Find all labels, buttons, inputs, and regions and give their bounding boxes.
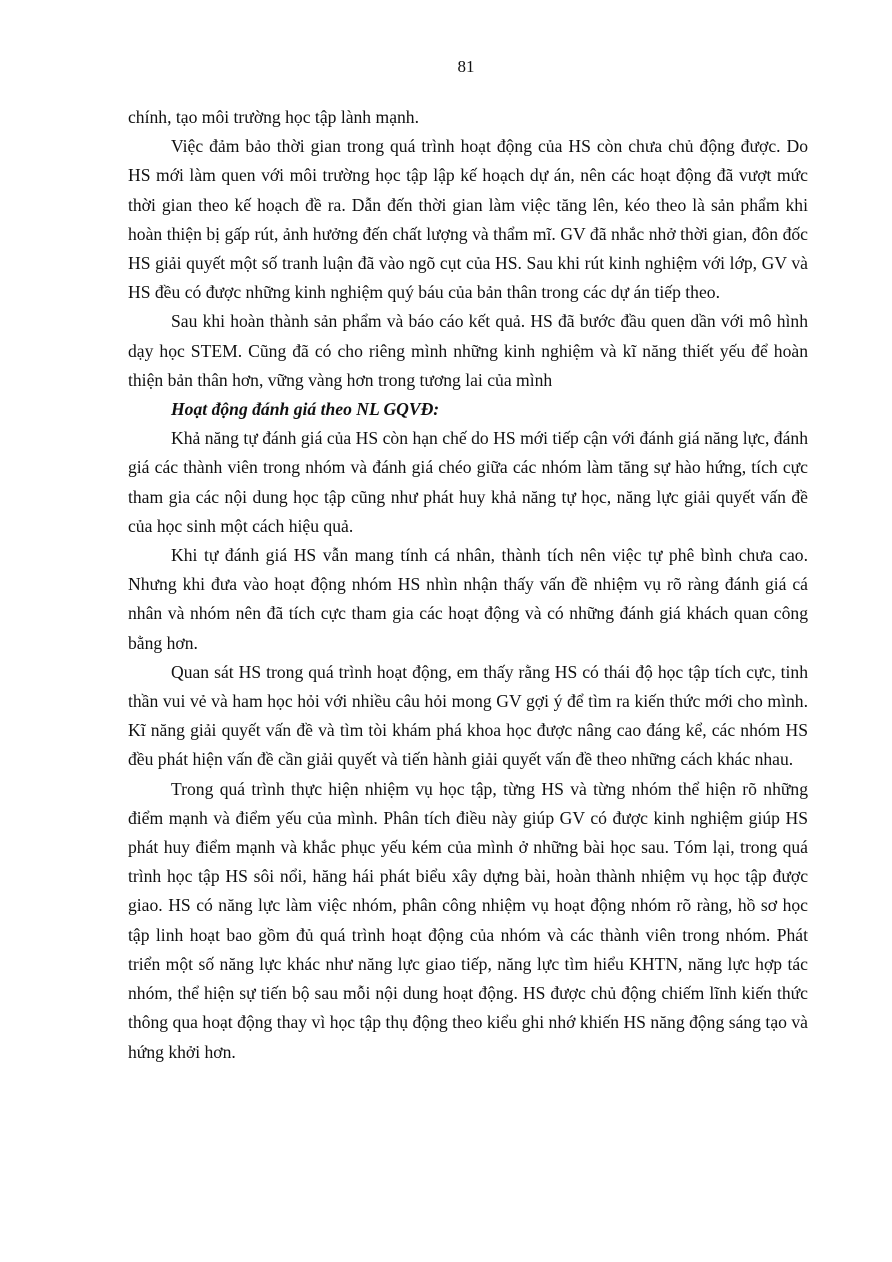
section-heading-assessment: Hoạt động đánh giá theo NL GQVĐ: [171, 399, 440, 420]
paragraph-conclusion: Trong quá trình thực hiện nhiệm vụ học tập, từng HS và từng nhóm thể hiện rõ những điểm mạnh và điểm yếu của mình. Phân tích điều này giúp GV có được kinh nghiệm giúp HS phát huy điểm mạnh và khắc phục yếu kém của mình ở những bài học sau. Tóm lại, trong quá trình học tập HS sôi nổi, hăng hái phát biểu xây dựng bài, hoàn thành nhiệm vụ học tập được giao. HS có năng lực làm việc nhóm, phân công nhiệm vụ hoạt động nhóm rõ ràng, hồ sơ học tập linh hoạt bao gồm đủ quá trình hoạt động của nhóm và các thành viên trong nhóm. Phát triển một số năng lực khác như năng lực giao tiếp, năng lực tìm hiểu KHTN, năng lực hợp tác nhóm, thể hiện sự tiến bộ sau mỗi nội dung hoạt động. HS được chủ động chiếm lĩnh kiến thức thông qua hoạt động thay vì học tập thụ động theo kiểu ghi nhớ khiến HS năng động sáng tạo và hứng khởi hơn. [128, 778, 808, 1062]
paragraph-stem-familiarity: Sau khi hoàn thành sản phẩm và báo cáo kết quả. HS đã bước đầu quen dần với mô hình dạy học STEM. Cũng đã có cho riêng mình những kinh nghiệm và kĩ năng thiết yếu để hoàn thiện bản thân hơn, vững vàng hơn trong tương lai của mình [128, 311, 808, 390]
body-text [128, 103, 808, 1067]
page-number: 81 [457, 57, 475, 76]
paragraph-individual-assessment: Khi tự đánh giá HS vẫn mang tính cá nhân, thành tích nên việc tự phê bình chưa cao. Nhưng khi đưa vào hoạt động nhóm HS nhìn nhận thấy vấn đề nhiệm vụ rõ ràng đánh giá cá nhân và nhóm nên đã tích cực tham gia các hoạt động và có những đánh giá khách quan công bằng hơn. [128, 545, 808, 653]
paragraph-self-assessment: Khả năng tự đánh giá của HS còn hạn chế do HS mới tiếp cận với đánh giá năng lực, đánh giá các thành viên trong nhóm và đánh giá chéo giữa các nhóm làm tăng sự hào hứng, tích cực tham gia các nội dung học tập cũng như phát huy khả năng tự học, năng lực giải quyết vấn đề của học sinh một cách hiệu quả. [128, 428, 808, 536]
paragraph-observation: Quan sát HS trong quá trình hoạt động, em thấy rằng HS có thái độ học tập tích cực, tinh thần vui vẻ và ham học hỏi với nhiều câu hỏi mong GV gợi ý để tìm ra kiến thức mới cho mình. Kĩ năng giải quyết vấn đề và tìm tòi khám phá khoa học được nâng cao đáng kể, các nhóm HS đều phát hiện vấn đề cần giải quyết và tiến hành giải quyết vấn đề theo những cách khác nhau. [128, 661, 808, 770]
paragraph-time-management: Việc đảm bảo thời gian trong quá trình hoạt động của HS còn chưa chủ động được. Do HS mới làm quen với môi trường học tập lập kế hoạch dự án, nên các hoạt động đã vượt mức thời gian theo kế hoạch đề ra. Dẫn đến thời gian làm việc tăng lên, kéo theo là sản phẩm khi hoàn thiện bị gấp rút, ảnh hưởng đến chất lượng và thẩm mĩ. GV đã nhắc nhở thời gian, đôn đốc HS giải quyết một số tranh luận đã vào ngõ cụt của HS. Sau khi rút kinh nghiệm với lớp, GV và HS đều có được những kinh nghiệm quý báu của bản thân trong các dự án tiếp theo. [128, 136, 808, 303]
paragraph-continuation: chính, tạo môi trường học tập lành mạnh. [128, 107, 419, 127]
